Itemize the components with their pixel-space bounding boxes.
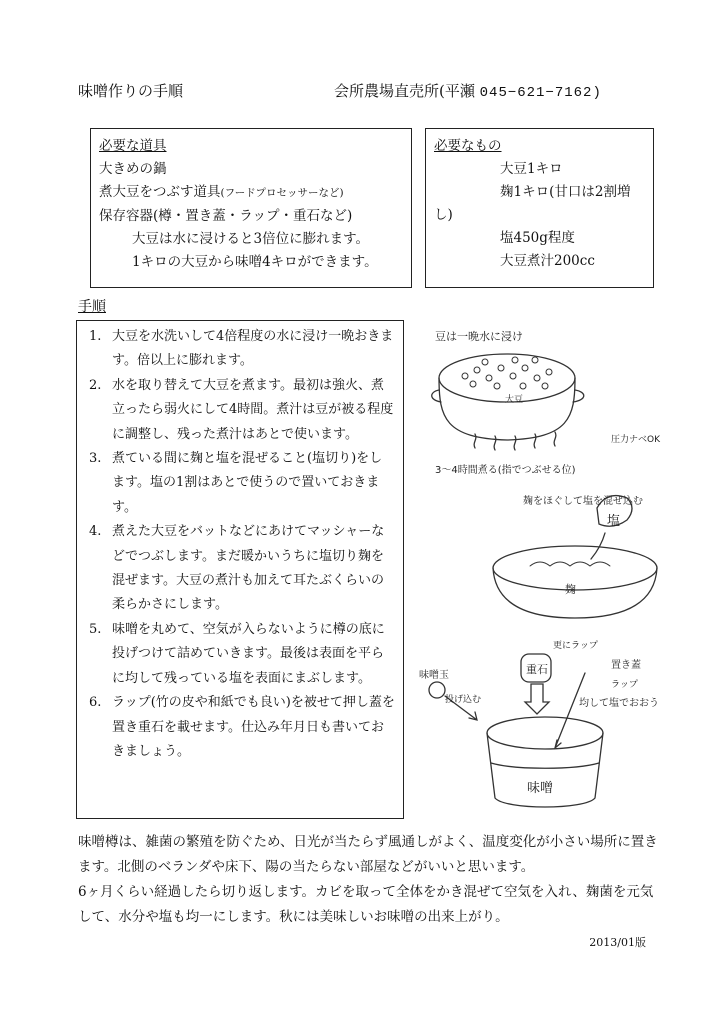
tool-item: 大きめの鍋 — [99, 161, 167, 177]
pot-caption: 豆は一晩水に浸け — [435, 330, 523, 343]
barrel-throw: 投げ込む — [445, 695, 482, 705]
step-item: 3. 煮ている間に麹と塩を混ぜること(塩切り)をします。塩の1割はあとで使うので置いておきます。 — [89, 451, 383, 515]
barrel-lid: 置き蓋 — [611, 660, 641, 671]
steps-box — [76, 320, 404, 819]
phone-number: 045−621−7162) — [479, 85, 602, 101]
barrel-salt: 均して塩でおおう — [579, 698, 659, 709]
tool-note: 大豆は水に浸けると3倍位に膨れます。 — [132, 231, 370, 247]
bowl-illustration — [493, 496, 657, 618]
bowl-caption: 麹をほぐして塩を混ぜ込む — [523, 496, 643, 507]
need-item: 塩450g程度 — [500, 230, 575, 246]
org-info — [334, 80, 602, 101]
version-footer: 2013/01版 — [589, 936, 646, 949]
pot-time: 3〜4時間煮る(指でつぶせる位) — [435, 465, 576, 476]
turning-paragraph: 6ヶ月くらい経過したら切り返します。カビを取って全体をかき混ぜて空気を入れ、麹菌を元気して、水分や塩も均一にします。秋には美味しいお味噌の出来上がり。 — [78, 884, 654, 925]
tool-item-note: (フードプロセッサーなど) — [220, 187, 344, 199]
steps-list — [77, 325, 395, 764]
need-item: 大豆煮汁200cc — [500, 253, 595, 269]
tools-title: 必要な道具 — [99, 138, 167, 154]
step-item: 2. 水を取り替えて大豆を煮ます。最初は強火、煮立ったら弱火にして4時間。煮汁は豆が被る程度に調整し、残った煮汁はあとで使います。 — [89, 377, 394, 442]
bowl-label: 麹 — [565, 583, 576, 596]
step-item: 5. 味噌を丸めて、空気が入らないように樽の底に投げつけて詰めていきます。最後は表面を平らに均して残っている塩を表面にまぶします。 — [89, 621, 385, 686]
barrel-wrap: ラップ — [611, 680, 638, 690]
steps-heading: 手順 — [78, 299, 106, 315]
tools-box — [90, 128, 412, 288]
step-item: 4. 煮えた大豆をバットなどにあけてマッシャーなどでつぶします。まだ暖かいうちに塩切り麹を混ぜます。大豆の煮汁も加えて耳たぶくらいの柔らかさにします。 — [89, 524, 385, 613]
barrel-ball: 味噌玉 — [419, 670, 449, 681]
need-item: 大豆1キロ — [500, 161, 563, 177]
barrel-top: 更にラップ — [553, 641, 598, 651]
need-item: し) — [434, 207, 453, 223]
storage-paragraph: 味噌樽は、雑菌の繁殖を防ぐため、日光が当たらず風通しがよく、温度変化が小さい場所に置きます。北側のベランダや床下、陽の当たらない部屋などがいいと思います。 — [78, 834, 658, 875]
tool-note: 1キロの大豆から味噌4キロができます。 — [132, 254, 378, 270]
barrel-stone: 重石 — [526, 663, 548, 676]
barrel-illustration — [429, 654, 603, 807]
tool-item: 煮大豆をつぶす道具(フードプロセッサーなど) — [99, 184, 344, 200]
step-item: 6. ラップ(竹の皮や和紙でも良い)を被せて押し蓋を置き重石を載せます。仕込み年月日も書いておきましょう。 — [89, 695, 395, 759]
barrel-label: 味噌 — [527, 781, 554, 796]
pot-note: 圧力ナベOK — [611, 435, 660, 445]
needs-box — [425, 128, 654, 288]
page-title: 味噌作りの手順 — [78, 82, 184, 100]
illustrations — [415, 318, 675, 823]
org-name: 会所農場直売所(平瀬 — [334, 82, 475, 100]
bowl-salt: 塩 — [607, 514, 621, 529]
step-item: 1. 大豆を水洗いして4倍程度の水に浸け一晩おきます。倍以上に膨れます。 — [89, 329, 394, 369]
tool-item: 保存容器(樽・置き蓋・ラップ・重石など) — [99, 208, 353, 224]
need-item: 麹1キロ(甘口は2割増 — [500, 184, 631, 200]
needs-title: 必要なもの — [434, 138, 502, 154]
pot-label: 大豆 — [505, 395, 524, 405]
